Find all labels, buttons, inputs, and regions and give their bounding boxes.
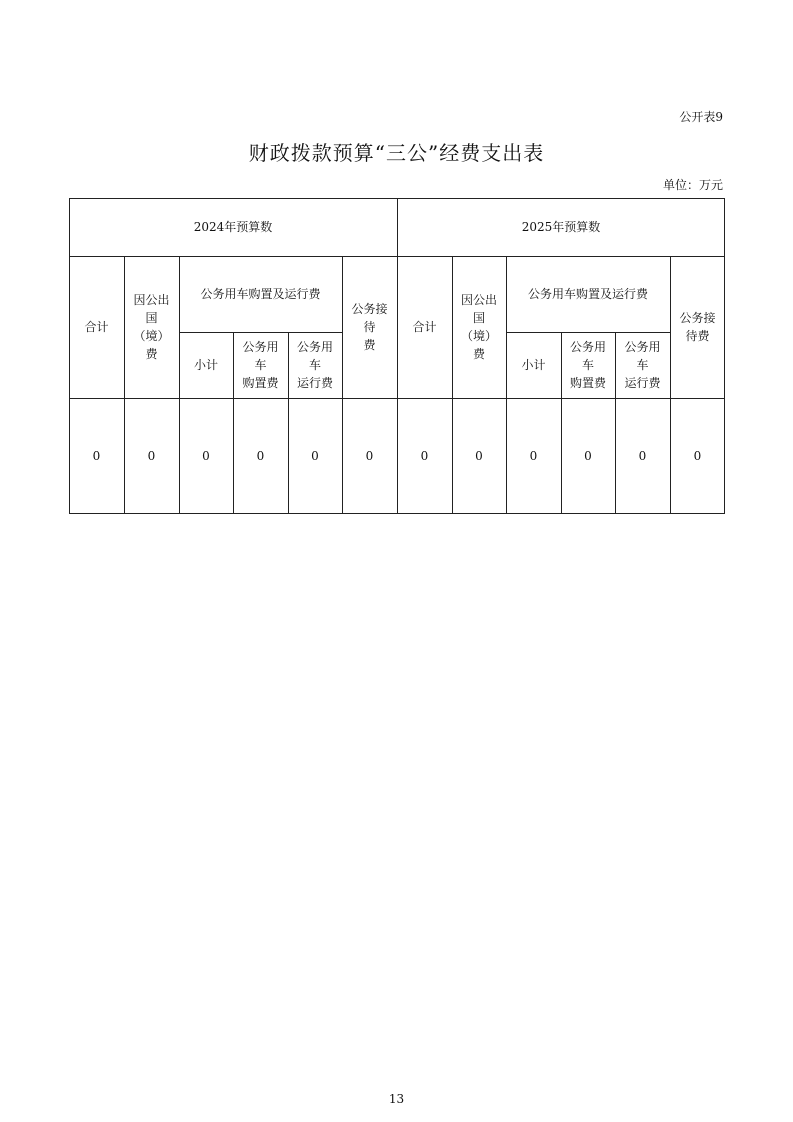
header-vehicle-purchase (233, 332, 288, 398)
header-travel-abroad-line: 因公出 (133, 293, 170, 307)
header-vehicle-operation (615, 332, 670, 398)
form-code: 公开表9 (679, 110, 723, 124)
header-total-line: 合计 (84, 320, 109, 334)
header-reception-line: 公务接 (351, 302, 388, 316)
header-vehicle-purchase-line: 购置费 (242, 376, 279, 390)
header-vehicle-operation-line: 车 (636, 358, 649, 372)
table-cell-value: 0 (147, 449, 156, 463)
table-cell-value: 0 (638, 449, 647, 463)
table-cell-value: 0 (202, 449, 210, 463)
header-vehicle-purchase-line: 公务用 (242, 340, 279, 354)
table-cell-value: 0 (92, 449, 101, 463)
header-vehicle-operation-line: 运行费 (296, 376, 333, 390)
page-title: 财政拨款预算“三公”经费支出表 (248, 141, 545, 165)
budget-table (69, 198, 725, 514)
header-vehicle-operation (288, 332, 342, 398)
table-cell-value: 0 (693, 449, 702, 463)
header-total (397, 256, 452, 398)
header-subtotal-line: 小计 (521, 358, 546, 372)
table-cell-value: 0 (365, 449, 374, 463)
header-reception (670, 256, 725, 398)
header-reception (342, 256, 397, 398)
header-vehicle-purchase-line: 车 (581, 358, 594, 372)
header-subtotal (179, 332, 233, 398)
header-travel-abroad-line: 费 (472, 347, 485, 361)
header-reception-line: 费 (363, 338, 376, 352)
table-cell-value: 0 (475, 449, 483, 463)
header-vehicle-operation-line: 运行费 (624, 376, 661, 390)
header-vehicle-purchase-line: 车 (254, 358, 267, 372)
page-number: 13 (388, 1092, 405, 1106)
header-vehicle-purchase-line: 公务用 (569, 340, 606, 354)
year-header: 2024年预算数 (193, 220, 273, 234)
header-vehicle-group: 公务用车购置及运行费 (200, 287, 321, 301)
year-header: 2025年预算数 (521, 220, 601, 234)
table-cell-value: 0 (420, 449, 429, 463)
header-vehicle-operation-line: 公务用 (624, 340, 661, 354)
header-subtotal (506, 332, 561, 398)
header-travel-abroad-line: （境） (460, 329, 497, 343)
table-cell-value: 0 (584, 449, 592, 463)
header-reception-line: 待 (363, 320, 376, 334)
header-reception-line: 公务接 (679, 311, 716, 325)
header-reception-line: 待费 (685, 329, 710, 343)
header-travel-abroad-line: 国 (145, 311, 158, 325)
table-cell-value: 0 (311, 449, 319, 463)
header-vehicle-operation-line: 公务用 (296, 340, 333, 354)
header-vehicle-group: 公务用车购置及运行费 (527, 287, 648, 301)
header-vehicle-purchase (561, 332, 615, 398)
header-travel-abroad (124, 256, 179, 398)
header-travel-abroad-line: 国 (472, 311, 485, 325)
header-total-line: 合计 (412, 320, 437, 334)
unit-label: 单位：万元 (662, 178, 723, 192)
header-vehicle-operation-line: 车 (308, 358, 321, 372)
table-cell-value: 0 (529, 449, 538, 463)
header-travel-abroad (452, 256, 506, 398)
header-vehicle-purchase-line: 购置费 (569, 376, 606, 390)
header-travel-abroad-line: （境） (133, 329, 170, 343)
header-subtotal-line: 小计 (193, 358, 218, 372)
header-travel-abroad-line: 因公出 (460, 293, 497, 307)
header-total (69, 256, 124, 398)
table-cell-value: 0 (256, 449, 265, 463)
header-travel-abroad-line: 费 (145, 347, 158, 361)
